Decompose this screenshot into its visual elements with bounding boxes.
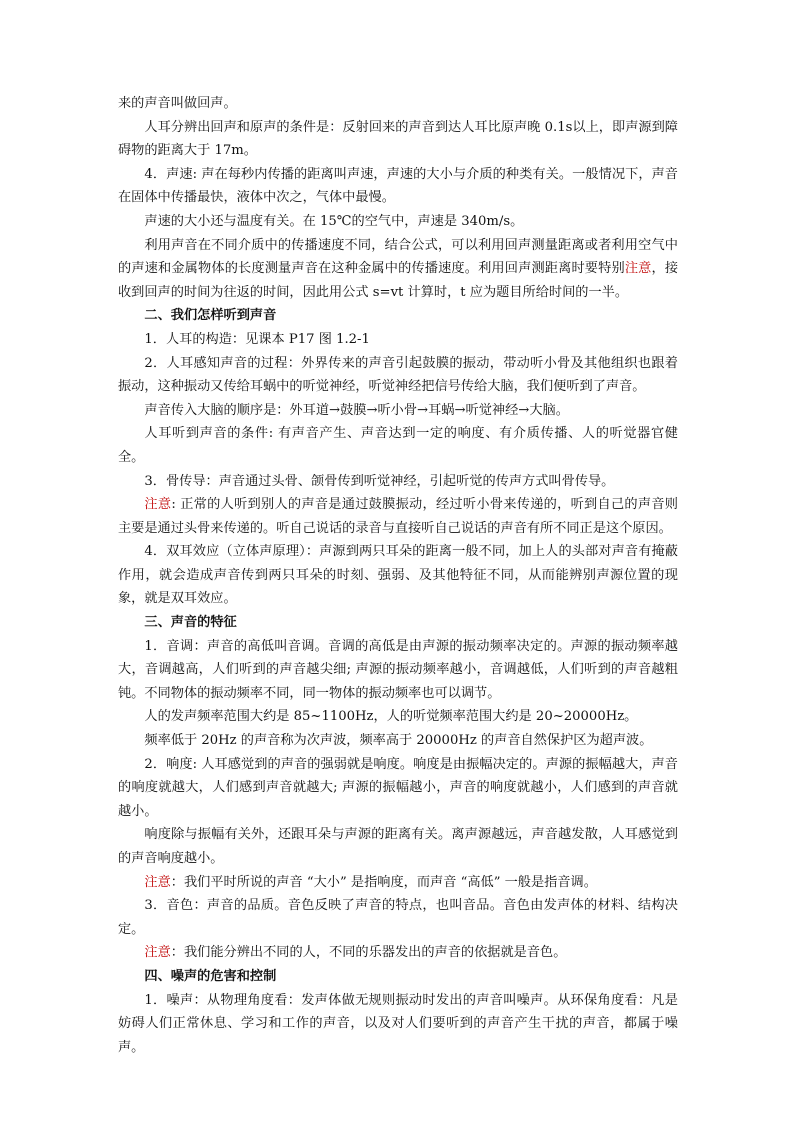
paragraph-pitch: 1．音调：声音的高低叫音调。音调的高低是由声源的振动频率决定的。声源的振动频率越大，音调越高，人们听到的声音越尖细; 声源的振动频率越小，音调越低，人们听到的声音越粗钝。不同物体的振动频率不同，同一物体的振动频率也可以调节。: [118, 638, 678, 701]
paragraph-hearing-process: 2．人耳感知声音的过程：外界传来的声音引起鼓膜的振动，带动听小骨及其他组织也跟着振动，这种振动又传给耳蜗中的听觉神经，听觉神经把信号传给大脑，我们便听到了声音。: [118, 355, 678, 395]
paragraph-binaural-effect: 4．双耳效应（立体声原理）：声源到两只耳朵的距离一般不同，加上人的头部对声音有掩蔽作用，就会造成声音传到两只耳朵的时刻、强弱、及其他特征不同，从而能辨别声源位置的现象，就是双耳效应。: [118, 544, 678, 607]
section-heading-characteristics: 三、声音的特征: [144, 615, 237, 631]
paragraph-bone-conduction-note: 注意: 正常的人听到别人的声音是通过鼓膜振动，经过听小骨来传递的，听到自己的声音则主要是通过头骨来传递的。听自己说话的录音与直接听自己说话的声音有所不同正是这个原因。: [118, 497, 678, 536]
paragraph-loudness-note: 注意：我们平时所说的声音 “大小” 是指响度，而声音 “高低” 一般是指音调。: [144, 874, 597, 890]
paragraph-loudness-distance: 响度除与振幅有关外，还跟耳朵与声源的距离有关。离声源越远，声音越发散，人耳感觉到的声音响度越小。: [118, 827, 678, 866]
paragraph-infrasound-ultrasound: 频率低于 20Hz 的声音称为次声波，频率高于 20000Hz 的声音自然保护区为超声波。: [144, 733, 653, 749]
note-label: 注意: [144, 497, 172, 513]
note-label: 注意: [144, 945, 171, 961]
paragraph-ear-structure: 1．人耳的构造：见课本 P17 图 1.2-1: [144, 331, 370, 347]
paragraph-bone-conduction: 3．骨传导：声音通过头骨、颌骨传到听觉神经，引起听觉的传声方式叫骨传导。: [144, 473, 615, 489]
paragraph-echo-condition: 人耳分辨出回声和原声的条件是：反射回来的声音到达人耳比原声晚 0.1s以上，即声源到障碍物的距离大于 17m。: [118, 119, 678, 159]
section-heading-noise: 四、噪声的危害和控制: [144, 968, 277, 984]
note-label: 注意: [624, 261, 652, 277]
paragraph-frequency-range: 人的发声频率范围大约是 85~1100Hz，人的听觉频率范围大约是 20~20000Hz。: [144, 709, 638, 725]
paragraph-echo-ranging: 利用声音在不同介质中的传播速度不同，结合公式，可以利用回声测量距离或者利用空气中的声速和金属物体的长度测量声音在这种金属中的传播速度。利用回声测距离时要特别注意，接收到回声的时间为往返的时间，因此用公式 s=vt 计算时，t 应为题目所给时间的一半。: [118, 237, 679, 300]
paragraph-hearing-conditions: 人耳听到声音的条件: 有声音产生、声音达到一定的响度、有介质传播、人的听觉器官健全。: [118, 426, 678, 465]
paragraph-sound-speed: 4．声速: 声在每秒内传播的距离叫声速，声速的大小与介质的种类有关。一般情况下，声音在固体中传播最快，液体中次之，气体中最慢。: [118, 166, 678, 206]
paragraph-hearing-order: 声音传入大脑的顺序是：外耳道→鼓膜→听小骨→耳蜗→听觉神经→大脑。: [144, 402, 569, 418]
document-body: [118, 92, 678, 1059]
note-label: 注意: [144, 874, 171, 890]
paragraph-echo-end: 来的声音叫做回声。: [118, 96, 237, 111]
paragraph-noise-definition: 1．噪声：从物理角度看：发声体做无规则振动时发出的声音叫噪声。从环保角度看：凡是妨碍人们正常休息、学习和工作的声音，以及对人们要听到的声音产生干扰的声音，都属于噪声。: [118, 992, 678, 1055]
paragraph-timbre: 3．音色：声音的品质。音色反映了声音的特点，也叫音品。音色由发声体的材料、结构决定。: [118, 898, 678, 937]
paragraph-loudness: 2．响度: 人耳感觉到的声音的强弱就是响度。响度是由振幅决定的。声源的振幅越大，声音的响度就越大，人们感到声音就越大; 声源的振幅越小，声音的响度就越小，人们感到的声音就越小。: [118, 756, 678, 819]
paragraph-timbre-note: 注意：我们能分辨出不同的人，不同的乐器发出的声音的依据就是音色。: [144, 945, 567, 961]
section-heading-hearing: 二、我们怎样听到声音: [144, 308, 277, 324]
paragraph-speed-temperature: 声速的大小还与温度有关。在 15℃的空气中，声速是 340m/s。: [144, 213, 524, 229]
